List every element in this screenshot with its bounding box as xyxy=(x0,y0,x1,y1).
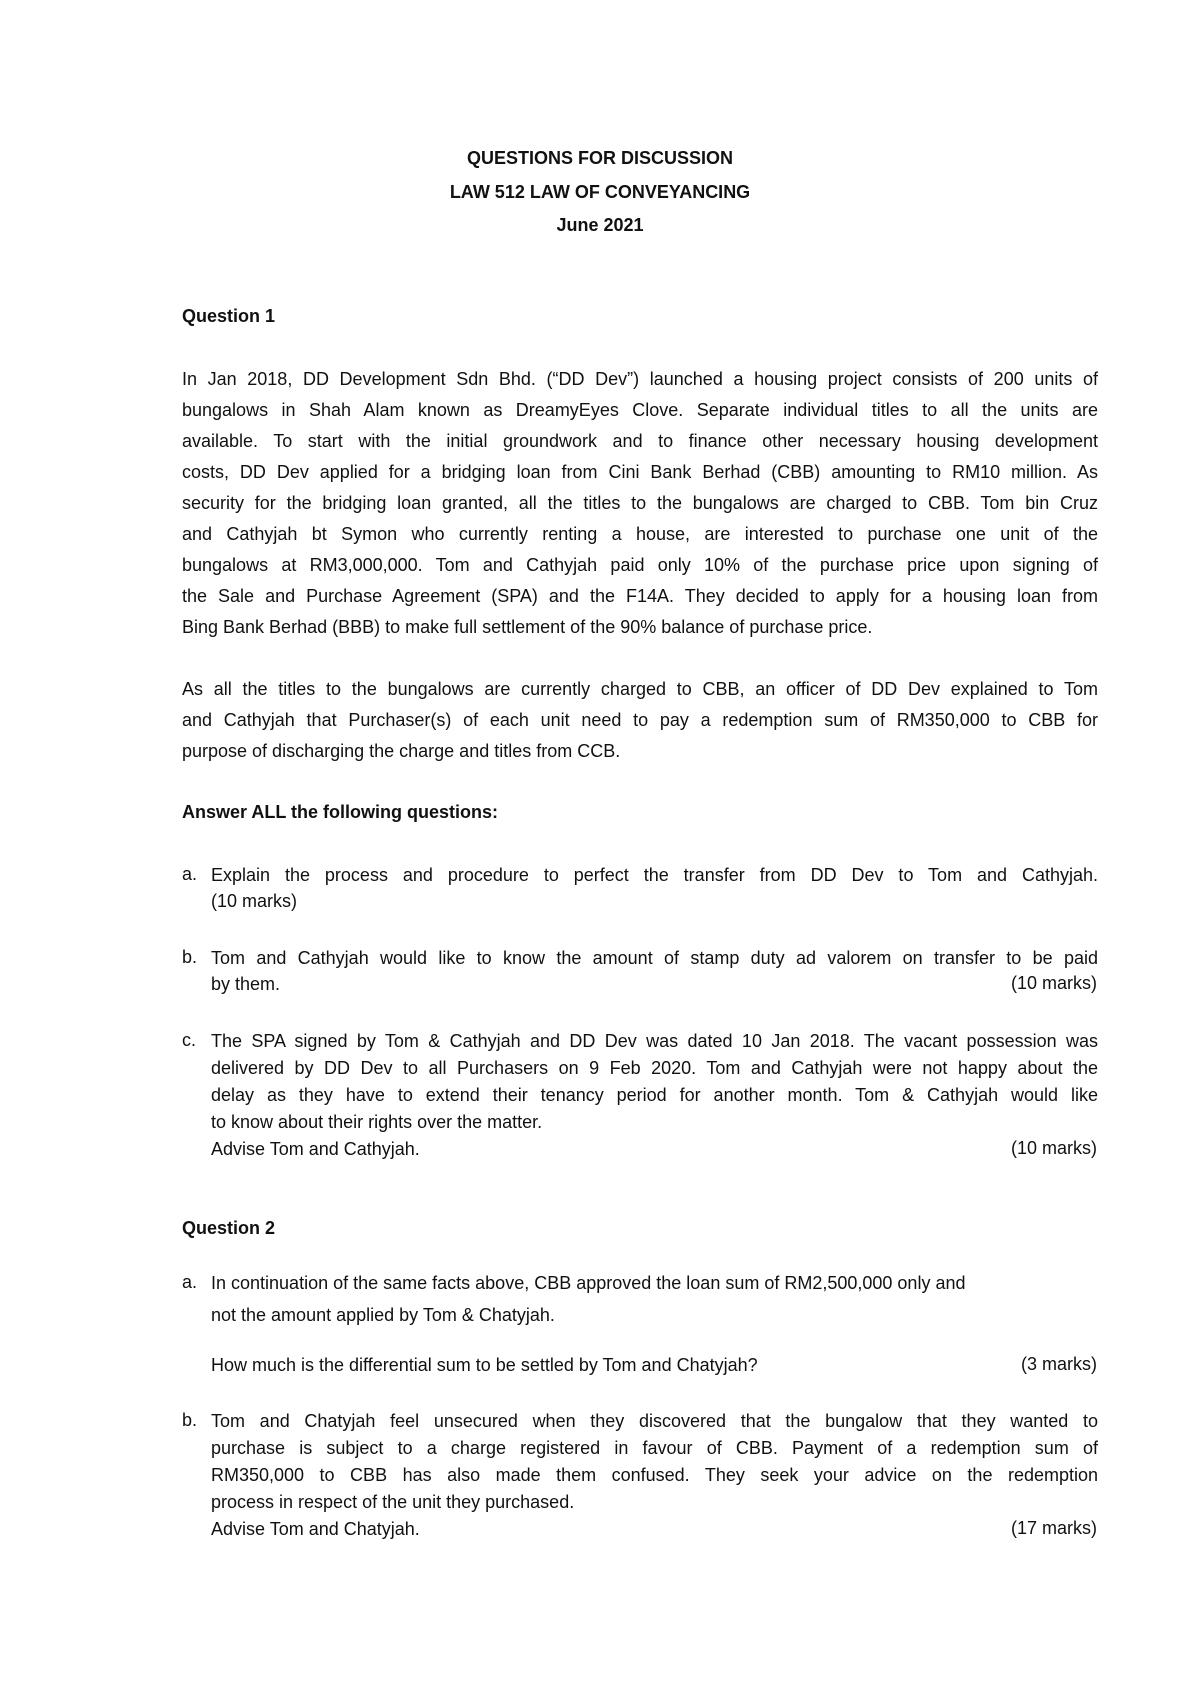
item-line: by them. xyxy=(211,974,281,994)
item-line: Tom and Cathyjah would like to know the amount of stamp duty ad valorem on transfer to be paid xyxy=(211,948,1098,968)
item-line: The SPA signed by Tom & Cathyjah and DD Dev was dated 10 Jan 2018. The vacant possession was xyxy=(211,1031,1098,1051)
item-marks: (3 marks) xyxy=(1021,1354,1097,1374)
item-line: to know about their rights over the matter. xyxy=(211,1112,543,1132)
item-line: RM350,000 to CBB has also made them confused. They seek your advice on the redemption xyxy=(211,1465,1098,1485)
paragraph-line: In Jan 2018, DD Development Sdn Bhd. (“DD Dev”) launched a housing project consists of 200 units of xyxy=(182,369,1098,389)
doc-date: June 2021 xyxy=(556,215,644,235)
instruction-heading: Answer ALL the following questions: xyxy=(182,802,499,822)
item-line: purchase is subject to a charge registered in favour of CBB. Payment of a redemption sum of xyxy=(211,1438,1098,1458)
item-marks: (10 marks) xyxy=(1010,973,1097,993)
item-line: In continuation of the same facts above, CBB approved the loan sum of RM2,500,000 only and xyxy=(211,1273,966,1293)
paragraph-line: and Cathyjah bt Symon who currently renting a house, are interested to purchase one unit of the xyxy=(182,524,1098,544)
item-line: delivered by DD Dev to all Purchasers on 9 Feb 2020. Tom and Cathyjah were not happy about the xyxy=(211,1058,1098,1078)
paragraph-line: costs, DD Dev applied for a bridging loan from Cini Bank Berhad (CBB) amounting to RM10 million. As xyxy=(182,462,1098,482)
item-letter: c. xyxy=(182,1030,197,1050)
question-2-heading: Question 2 xyxy=(182,1218,276,1238)
item-line: Advise Tom and Chatyjah. xyxy=(211,1519,420,1539)
doc-title: QUESTIONS FOR DISCUSSION xyxy=(466,148,734,168)
item-line: process in respect of the unit they purchased. xyxy=(211,1492,575,1512)
course-title: LAW 512 LAW OF CONVEYANCING xyxy=(449,182,751,202)
paragraph-line: purpose of discharging the charge and titles from CCB. xyxy=(182,741,621,761)
item-line: Advise Tom and Cathyjah. xyxy=(211,1139,420,1159)
paragraph-line: Bing Bank Berhad (BBB) to make full settlement of the 90% balance of purchase price. xyxy=(182,617,873,637)
item-line: Explain the process and procedure to perfect the transfer from DD Dev to Tom and Cathyjah. xyxy=(211,865,1098,885)
item-marks: (17 marks) xyxy=(1010,1518,1097,1538)
item-marks: (10 marks) xyxy=(1010,1138,1097,1158)
item-line: delay as they have to extend their tenancy period for another month. Tom & Cathyjah would like xyxy=(211,1085,1098,1105)
item-marks: (10 marks) xyxy=(211,891,298,911)
item-line: not the amount applied by Tom & Chatyjah. xyxy=(211,1305,555,1325)
item-line: Tom and Chatyjah feel unsecured when they discovered that the bungalow that they wanted to xyxy=(211,1411,1098,1431)
paragraph-line: and Cathyjah that Purchaser(s) of each unit need to pay a redemption sum of RM350,000 to CBB for xyxy=(182,710,1098,730)
question-1-heading: Question 1 xyxy=(182,306,276,326)
paragraph-line: security for the bridging loan granted, all the titles to the bungalows are charged to CBB. Tom bin Cruz xyxy=(182,493,1098,513)
paragraph-line: available. To start with the initial groundwork and to finance other necessary housing development xyxy=(182,431,1098,451)
paragraph-line: the Sale and Purchase Agreement (SPA) and the F14A. They decided to apply for a housing loan from xyxy=(182,586,1098,606)
item-letter: b. xyxy=(182,1410,198,1430)
item-letter: a. xyxy=(182,864,198,884)
paragraph-line: As all the titles to the bungalows are currently charged to CBB, an officer of DD Dev explained to Tom xyxy=(182,679,1098,699)
paragraph-line: bungalows in Shah Alam known as DreamyEyes Clove. Separate individual titles to all the units are xyxy=(182,400,1098,420)
item-letter: a. xyxy=(182,1272,198,1292)
item-letter: b. xyxy=(182,947,198,967)
paragraph-line: bungalows at RM3,000,000. Tom and Cathyjah paid only 10% of the purchase price upon signing of xyxy=(182,555,1098,575)
item-question: How much is the differential sum to be settled by Tom and Chatyjah? xyxy=(211,1355,758,1375)
